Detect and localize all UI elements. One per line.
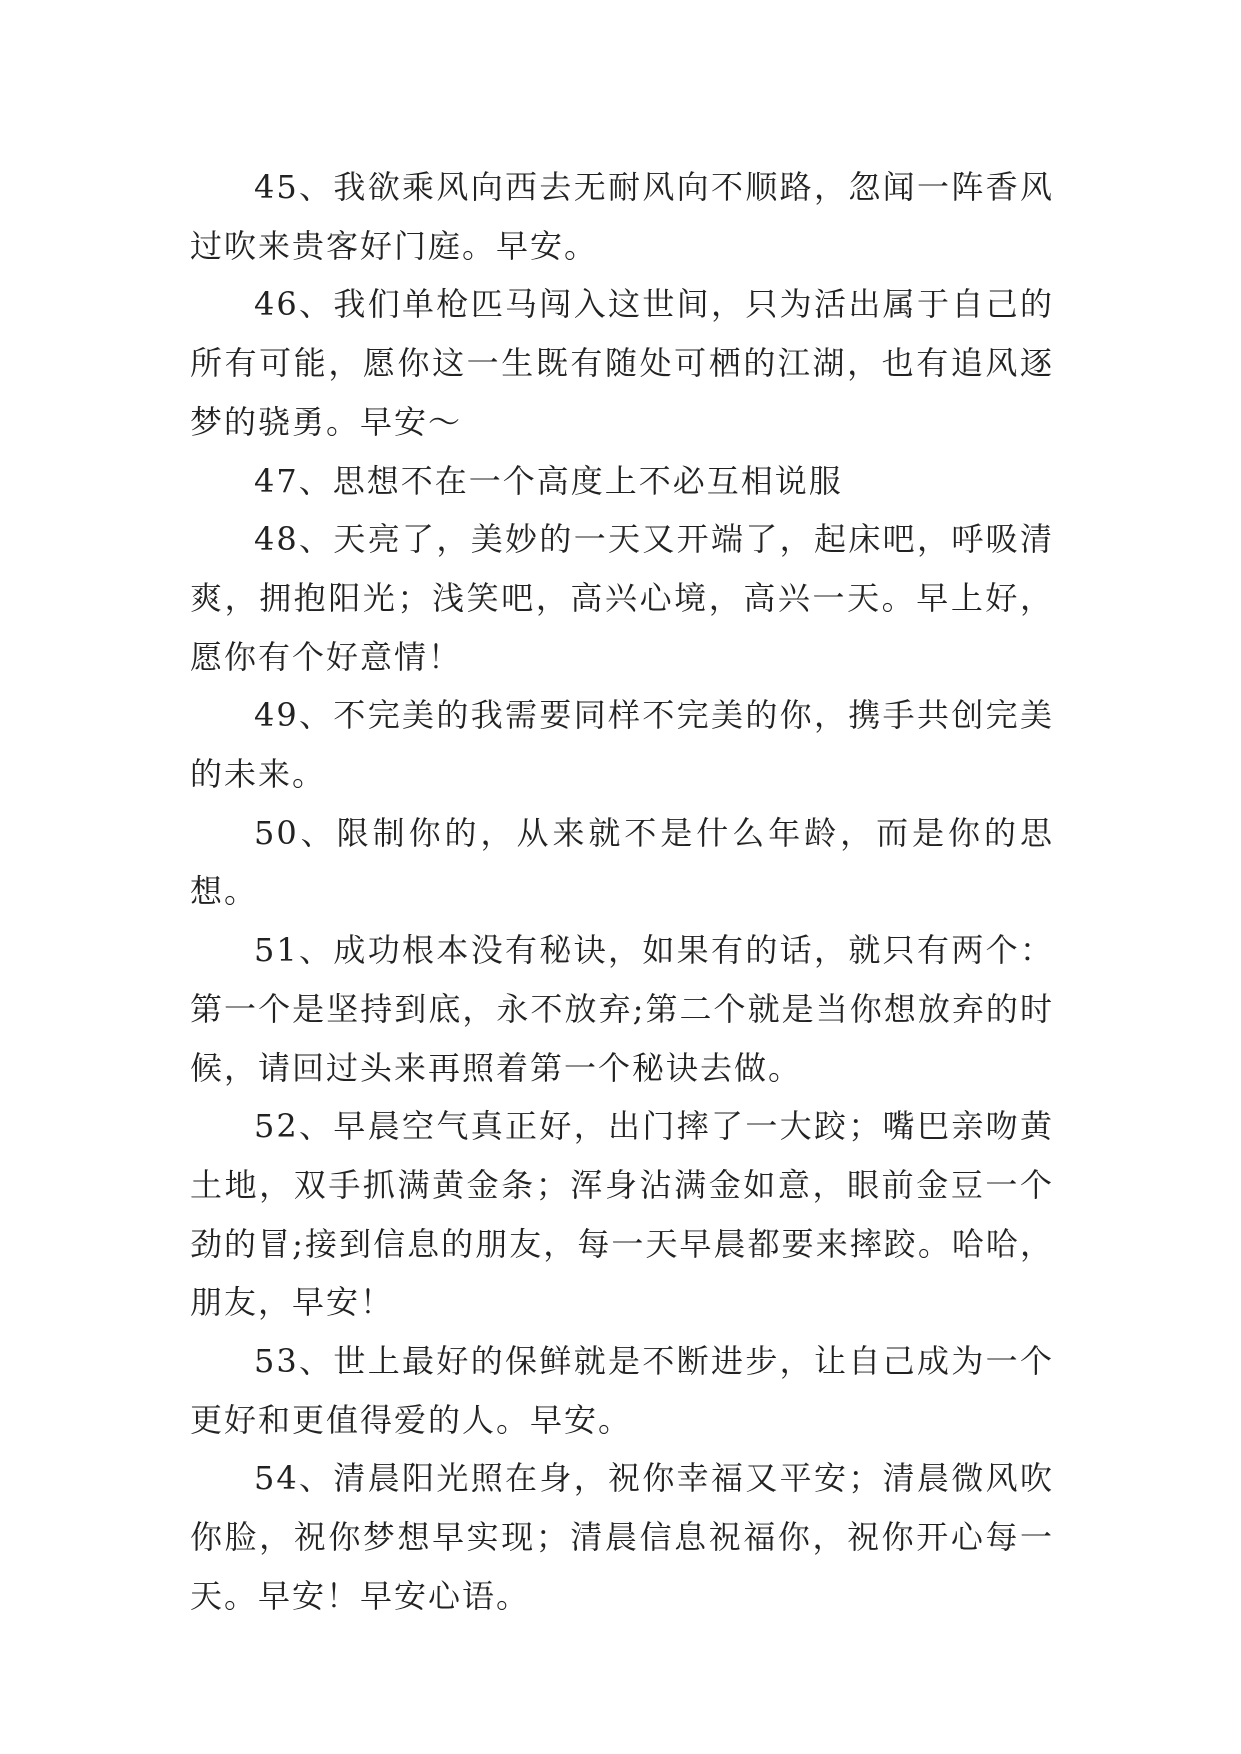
paragraph-45: 45、我欲乘风向西去无耐风向不顺路，忽闻一阵香风过吹来贵客好门庭。早安。: [190, 168, 1054, 265]
paragraph-51: 51、成功根本没有秘诀，如果有的话，就只有两个：第一个是坚持到底，永不放弃;第二个就是当你想放弃的时候，请回过头来再照着第一个秘诀去做。: [190, 931, 1054, 1087]
paragraph-50: 50、限制你的，从来就不是什么年龄，而是你的思想。: [190, 813, 1054, 911]
paragraph-46: 46、我们单枪匹马闯入这世间，只为活出属于自己的所有可能，愿你这一生既有随处可栖的江湖，也有追风逐梦的骁勇。早安～: [190, 285, 1054, 441]
paragraph-54: 54、清晨阳光照在身，祝你幸福又平安；清晨微风吹你脸，祝你梦想早实现；清晨信息祝福你，祝你开心每一天。早安！早安心语。: [190, 1459, 1054, 1615]
paragraph-53: 53、世上最好的保鲜就是不断进步，让自己成为一个更好和更值得爱的人。早安。: [190, 1342, 1054, 1439]
document-body: [190, 158, 1054, 1626]
paragraph-47: 47、思想不在一个高度上不必互相说服: [254, 461, 843, 500]
paragraph-52: 52、早晨空气真正好，出门摔了一大跤；嘴巴亲吻黄土地，双手抓满黄金条；浑身沾满金如意，眼前金豆一个劲的冒;接到信息的朋友，每一天早晨都要来摔跤。哈哈，朋友，早安！: [190, 1107, 1054, 1322]
paragraph-48: 48、天亮了，美妙的一天又开端了，起床吧，呼吸清爽，拥抱阳光；浅笑吧，高兴心境，高兴一天。早上好，愿你有个好意情！: [190, 520, 1054, 676]
paragraph-49: 49、不完美的我需要同样不完美的你，携手共创完美的未来。: [190, 696, 1054, 794]
